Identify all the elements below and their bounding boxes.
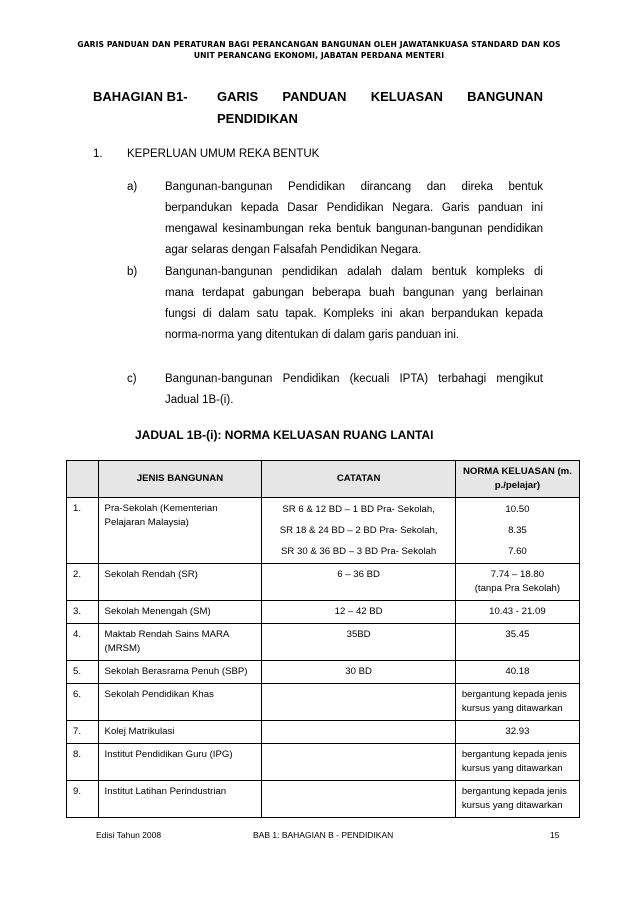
table-row [67, 684, 580, 721]
paragraph-line: fungsi di dalam satu tapak. Kompleks ini akan berpandukan kepada [165, 308, 543, 320]
header-cell-norma: NORMA KELUASAN (m. p./pelajar) [455, 461, 579, 498]
row-norma: 35.45 [455, 624, 579, 661]
section-label: BAHAGIAN B1- [93, 89, 188, 104]
table-header-row [67, 461, 580, 498]
section-title [217, 89, 543, 104]
row-number: 1. [67, 498, 99, 564]
row-catatan [262, 498, 455, 564]
row-number: 7. [67, 721, 99, 744]
row-number: 2. [67, 564, 99, 601]
catatan-line: SR 30 & 36 BD – 3 BD Pra- Sekolah [281, 546, 437, 557]
row-catatan: 35BD [262, 624, 455, 661]
row-catatan [262, 721, 455, 744]
row-catatan [262, 744, 455, 781]
norma-line: 8.35 [508, 525, 527, 536]
heading-text: KEPERLUAN UMUM REKA BENTUK [127, 148, 320, 160]
row-norma [455, 564, 579, 601]
catatan-line: SR 6 & 12 BD – 1 BD Pra- Sekolah, [282, 504, 435, 515]
row-number: 8. [67, 744, 99, 781]
section-title-word: PANDUAN [282, 89, 347, 104]
row-norma: 40.18 [455, 661, 579, 684]
table-row [67, 498, 580, 564]
row-norma: bergantung kepada jenis kursus yang ditawarkan [455, 684, 579, 721]
table-row [67, 601, 580, 624]
row-norma: bergantung kepada jenis kursus yang ditawarkan [455, 781, 579, 818]
row-norma: 10.43 - 21.09 [455, 601, 579, 624]
paragraph-line: Bangunan-bangunan Pendidikan dirancang dan direka bentuk [165, 181, 543, 193]
paragraph-a [165, 177, 543, 261]
row-norma: 32.93 [455, 721, 579, 744]
section-title-word: GARIS [217, 89, 259, 104]
row-catatan: 12 – 42 BD [262, 601, 455, 624]
table-row [67, 744, 580, 781]
paragraph-line: Bangunan-bangunan pendidikan adalah dalam bentuk kompleks di [165, 266, 543, 278]
paragraph-line: Jadual 1B-(i). [165, 394, 234, 406]
section-title-line2: PENDIDIKAN [217, 111, 298, 126]
table-row [67, 564, 580, 601]
row-norma [455, 498, 579, 564]
item-marker-c: c) [127, 373, 137, 385]
paragraph-c [165, 369, 543, 411]
row-jenis: Institut Pendidikan Guru (IPG) [98, 744, 262, 781]
row-number: 3. [67, 601, 99, 624]
row-number: 5. [67, 661, 99, 684]
paragraph-line: agar selaras dengan Falsafah Pendidikan Negara. [165, 244, 422, 256]
row-jenis: Sekolah Berasrama Penuh (SBP) [98, 661, 262, 684]
row-norma: bergantung kepada jenis kursus yang ditawarkan [455, 744, 579, 781]
header-cell-no [67, 461, 99, 498]
header-cell-catatan: CATATAN [262, 461, 455, 498]
row-catatan: 6 – 36 BD [262, 564, 455, 601]
catatan-line: SR 18 & 24 BD – 2 BD Pra- Sekolah, [279, 525, 438, 536]
norma-line: 10.50 [505, 504, 530, 515]
paragraph-line: mengawal kesinambungan reka bentuk bangunan-bangunan pendidikan [165, 223, 543, 235]
row-jenis: Pra-Sekolah (Kementerian Pelajaran Malaysia) [98, 498, 262, 564]
row-jenis: Sekolah Menengah (SM) [98, 601, 262, 624]
table-row [67, 781, 580, 818]
item-marker-b: b) [127, 266, 138, 278]
norma-note: (tanpa Pra Sekolah) [474, 583, 561, 594]
running-header-line1: GARIS PANDUAN DAN PERATURAN BAGI PERANCANGAN BANGUNAN OLEH JAWATANKUASA STANDARD DAN KOS [77, 40, 561, 49]
row-number: 4. [67, 624, 99, 661]
heading-number: 1. [93, 148, 103, 160]
paragraph-line: norma-norma yang ditentukan di dalam garis panduan ini. [165, 329, 460, 341]
row-catatan [262, 684, 455, 721]
row-catatan [262, 781, 455, 818]
footer-chapter: BAB 1: BAHAGIAN B - PENDIDIKAN [253, 830, 394, 840]
paragraph-line: Bangunan-bangunan Pendidikan (kecuali IPTA) terbahagi mengikut [165, 373, 543, 385]
norma-keluasan-table [66, 460, 580, 818]
paragraph-line: berpandukan kepada Dasar Pendidikan Negara. Garis panduan ini [165, 202, 543, 214]
row-catatan: 30 BD [262, 661, 455, 684]
section-title-word: BANGUNAN [467, 89, 543, 104]
running-header-line2: UNIT PERANCANG EKONOMI, JABATAN PERDANA MENTERI [193, 51, 445, 60]
paragraph-b [165, 262, 543, 346]
row-jenis: Maktab Rendah Sains MARA (MRSM) [98, 624, 262, 661]
row-number: 9. [67, 781, 99, 818]
section-title-word: KELUASAN [370, 89, 443, 104]
table-row [67, 661, 580, 684]
norma-line: 7.60 [508, 546, 527, 557]
paragraph-line: mana terdapat gabungan beberapa buah bangunan yang berlainan [165, 287, 543, 299]
row-jenis: Sekolah Rendah (SR) [98, 564, 262, 601]
page-number: 15 [550, 830, 560, 840]
header-cell-jenis: JENIS BANGUNAN [98, 461, 262, 498]
row-number: 6. [67, 684, 99, 721]
table-caption: JADUAL 1B-(i): NORMA KELUASAN RUANG LANTAI [135, 428, 434, 442]
row-jenis: Institut Latihan Perindustrian [98, 781, 262, 818]
norma-value: 7.74 – 18.80 [490, 569, 545, 580]
table-row [67, 624, 580, 661]
row-jenis: Sekolah Pendidikan Khas [98, 684, 262, 721]
item-marker-a: a) [127, 181, 138, 193]
footer-edition: Edisi Tahun 2008 [96, 830, 162, 840]
table-row [67, 721, 580, 744]
row-jenis: Kolej Matrikulasi [98, 721, 262, 744]
